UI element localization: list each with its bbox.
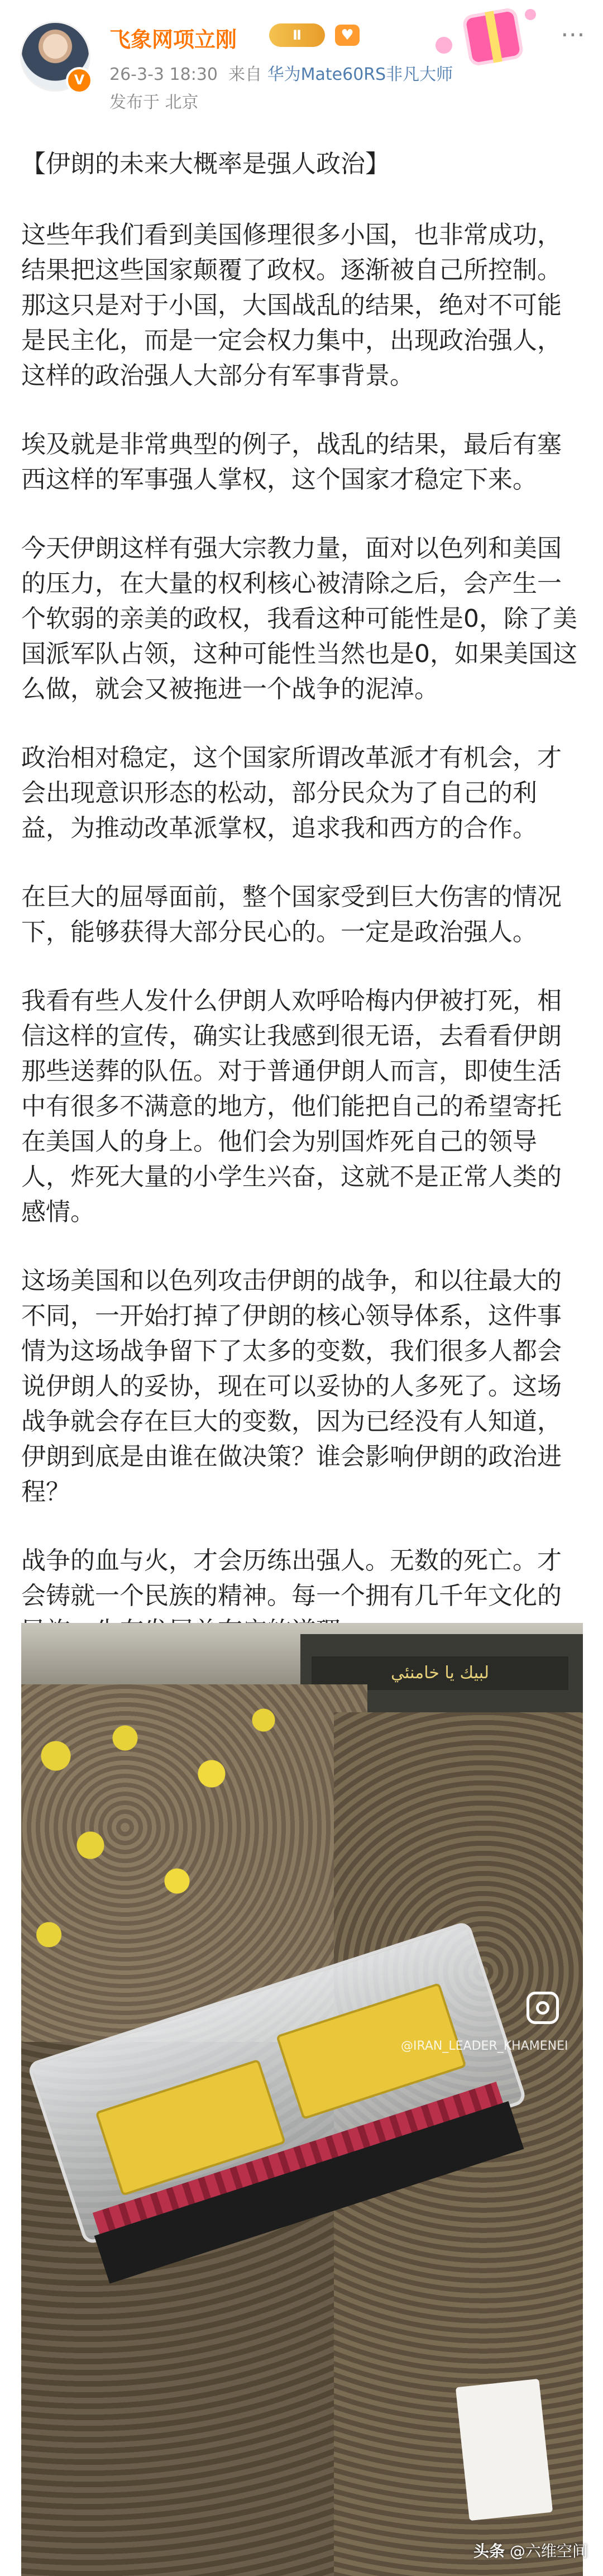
gift-decoration-icon [436, 3, 542, 70]
more-options-icon[interactable]: ⋯ [561, 20, 585, 49]
watermark-brand: 头条 [473, 2542, 505, 2560]
post-paragraph: 我看有些人发什么伊朗人欢呼哈梅内伊被打死，相信这样的宣传，确实让我感到很无语，去看看伊朗那些送葬的队伍。对于普通伊朗人而言，即使生活中有很多不满意的地方，他们能把自己的希望寄托在美国人的身上。他们会为别国炸死自己的领导人，炸死大量的小学生兴奋，这就不是正常人类的感情。 [21, 987, 562, 1226]
device-link[interactable]: 华为Mate60RS非凡大师 [267, 65, 453, 84]
post-header [0, 0, 603, 128]
instagram-icon [527, 1992, 559, 2024]
bubble-decoration [525, 9, 536, 20]
post-paragraph: 战争的血与火，才会历练出强人。无数的死亡。才会铸就一个民族的精神。每一个拥有几千年文化的 [21, 1546, 562, 1610]
instagram-handle: @IRAN_LEADER_KHAMENEI [401, 2039, 568, 2053]
post-image[interactable] [21, 1623, 583, 2576]
post-paragraph: 埃及就是非常典型的例子，战乱的结果，最后有塞西这样的军事强人掌权，这个国家才稳定下来。 [21, 430, 562, 494]
username[interactable]: 飞象网项立刚 [109, 27, 237, 52]
post-paragraph: 政治相对稳定，这个国家所谓改革派才有机会，才会出现意识形态的松动，部分民众为了自己的利益，为推动改革派掌权，追求我和西方的合作。 [21, 744, 562, 842]
watermark-account: @六维空间 [509, 2542, 588, 2560]
post-paragraph: 这场美国和以色列攻击伊朗的战争，和以往最大的不同，一开始打掉了伊朗的核心领导体系，这件事情为这场战争留下了太多的变数，我们很多人都会说伊朗人的妥协，现在可以妥协的人多死了。这场战争就会存在巨大的变数，因为已经没有人知道，伊朗到底是由谁在做决策？谁会影响伊朗的政治进程？ [21, 1266, 562, 1506]
post-title: 【伊朗的未来大概率是强人政治】 [21, 150, 390, 178]
image-white-flag [456, 2379, 553, 2521]
post-body [21, 146, 585, 1682]
source-prefix: 来自 [228, 65, 262, 84]
post-timestamp: 26-3-3 18:30 [109, 65, 218, 84]
source-watermark [473, 2539, 588, 2567]
verified-icon: V [66, 67, 93, 94]
heart-badge-icon[interactable]: ♥ [335, 25, 360, 46]
post-location: 发布于 北京 [109, 93, 199, 112]
image-banner: لبيك يا خامنئي [312, 1656, 568, 1690]
post-meta [109, 60, 453, 85]
post-paragraph: 今天伊朗这样有强大宗教力量，面对以色列和美国的压力，在大量的权利核心被清除之后，会产生一个软弱的亲美的政权，我看这种可能性是0，除了美国派军队占领，这种可能性当然也是0，如果美国这么做，就会又被拖进一个战争的泥淖。 [21, 534, 577, 703]
post-paragraph: 在巨大的屈辱面前，整个国家受到巨大伤害的情况下，能够获得大部分民心的。一定是政治强人。 [21, 883, 562, 946]
bubble-decoration [436, 37, 452, 54]
post-paragraph: 这些年我们看到美国修理很多小国，也非常成功，结果把这些国家颠覆了政权。逐渐被自己所控制。那这只是对于小国，大国战乱的结果，绝对不可能是民主化，而是一定会权力集中，出现政治强人，这样的政治强人大部分有军事背景。 [21, 221, 562, 390]
vip-badge-icon[interactable]: Ⅱ [269, 23, 325, 47]
